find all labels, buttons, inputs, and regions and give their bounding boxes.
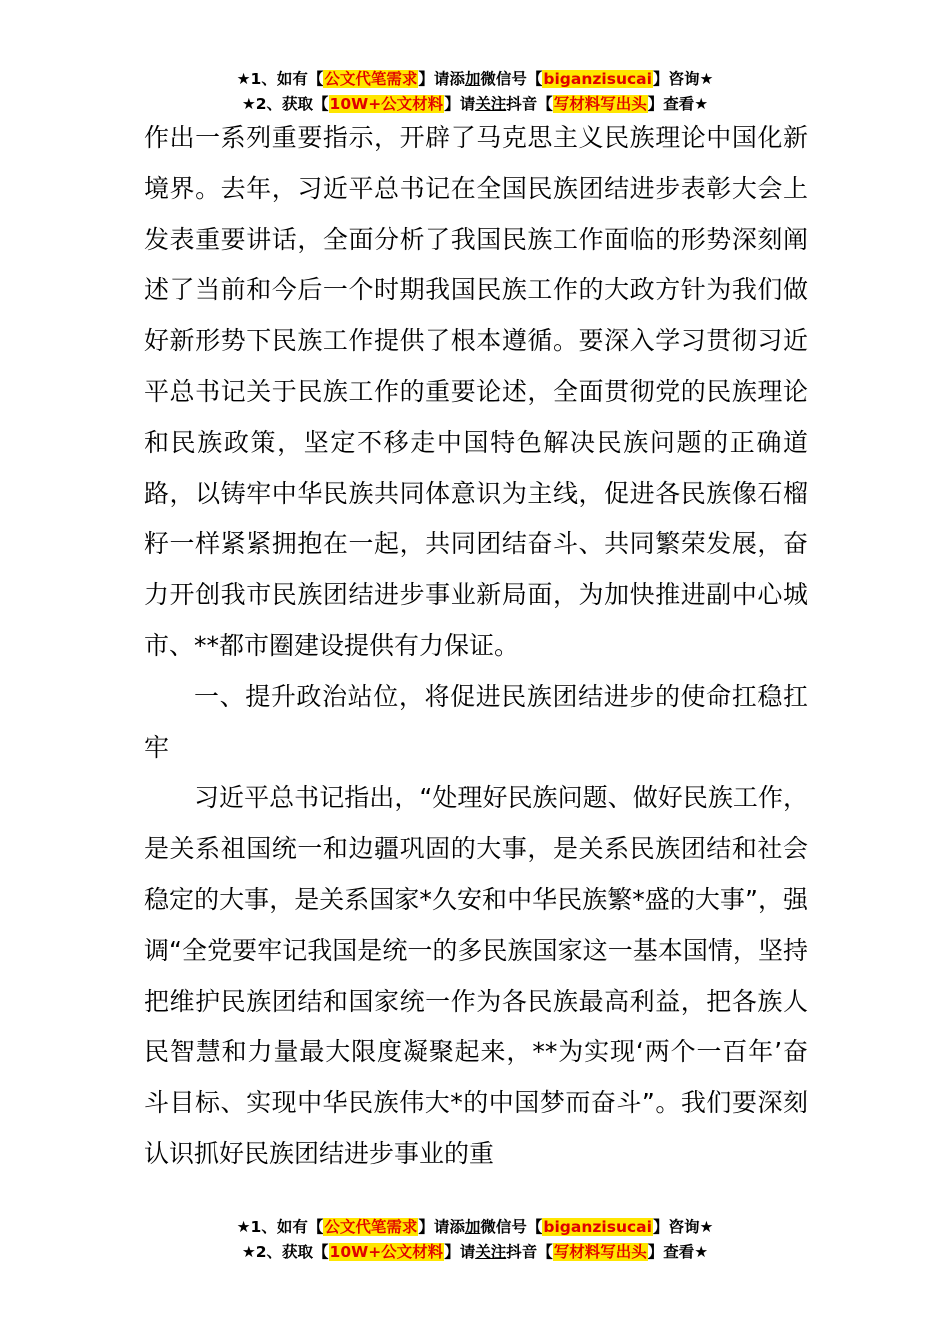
- banner-line-2: [0, 1240, 950, 1265]
- banner-text: 加: [464, 1218, 481, 1236]
- banner-text: 】请添: [418, 70, 465, 88]
- document-body: [144, 113, 808, 1180]
- banner-text: 】咨询★: [652, 1218, 714, 1236]
- banner-text: 】请添: [418, 1218, 465, 1236]
- bottom-banner: [0, 1215, 950, 1265]
- banner-text: 抖音【: [506, 95, 553, 113]
- banner-text: 】请: [444, 1243, 476, 1261]
- highlight-douyin: 写材料写出头: [553, 95, 647, 113]
- paragraph: 作出一系列重要指示，开辟了马克思主义民族理论中国化新境界。去年，习近平总书记在全国民族团结进步表彰大会上发表重要讲话，全面分析了我国民族工作面临的形势深刻阐述了当前和今后一个时期我国民族工作的大政方针为我们做好新形势下民族工作提供了根本遵循。要深入学习贯彻习近平总书记关于民族工作的重要论述，全面贯彻党的民族理论和民族政策，坚定不移走中国特色解决民族问题的正确道路，以铸牢中华民族共同体意识为主线，促进各民族像石榴籽一样紧紧拥抱在一起，共同团结奋斗、共同繁荣发展，奋力开创我市民族团结进步事业新局面，为加快推进副中心城市、**都市圈建设提供有力保证。: [144, 123, 808, 660]
- banner-text: 关注: [475, 95, 507, 113]
- highlight-service: 公文代笔需求: [324, 70, 418, 88]
- highlight-wechat-id: biganzisucai: [543, 70, 652, 88]
- banner-line-1: [0, 1215, 950, 1240]
- banner-text: 】请: [444, 95, 476, 113]
- banner-text: ★1、如有【: [236, 70, 324, 88]
- highlight-wechat-id: biganzisucai: [543, 1218, 652, 1236]
- banner-text: 】咨询★: [652, 70, 714, 88]
- section-heading: 一、提升政治站位，将促进民族团结进步的使命扛稳扛牢: [144, 681, 808, 762]
- top-banner: [0, 67, 950, 117]
- banner-text: ★2、获取【: [241, 95, 329, 113]
- banner-text: 抖音【: [506, 1243, 553, 1261]
- paragraph: 习近平总书记指出，“处理好民族问题、做好民族工作，是关系祖国统一和边疆巩固的大事，是关系民族团结和社会稳定的大事，是关系国家*久安和中华民族繁*盛的大事”，强调“全党要牢记我国是统一的多民族国家这一基本国情，坚持把维护民族团结和国家统一作为各民族最高利益，把各族人民智慧和力量最大限度凝聚起来，**为实现‘两个一百年’奋斗目标、实现中华民族伟大*的中国梦而奋斗”。我们要深刻认识抓好民族团结进步事业的重: [144, 783, 808, 1168]
- banner-text: 】查看★: [647, 95, 709, 113]
- highlight-service: 公文代笔需求: [324, 1218, 418, 1236]
- highlight-materials: 10W+公文材料: [329, 1243, 444, 1261]
- highlight-douyin: 写材料写出头: [553, 1243, 647, 1261]
- banner-text: 微信号【: [480, 1218, 543, 1236]
- banner-text: 】查看★: [647, 1243, 709, 1261]
- banner-text: ★1、如有【: [236, 1218, 324, 1236]
- banner-text: ★2、获取【: [241, 1243, 329, 1261]
- banner-line-1: [0, 67, 950, 92]
- banner-text: 加: [464, 70, 481, 88]
- banner-text: 关注: [475, 1243, 507, 1261]
- highlight-materials: 10W+公文材料: [329, 95, 444, 113]
- banner-text: 微信号【: [480, 70, 543, 88]
